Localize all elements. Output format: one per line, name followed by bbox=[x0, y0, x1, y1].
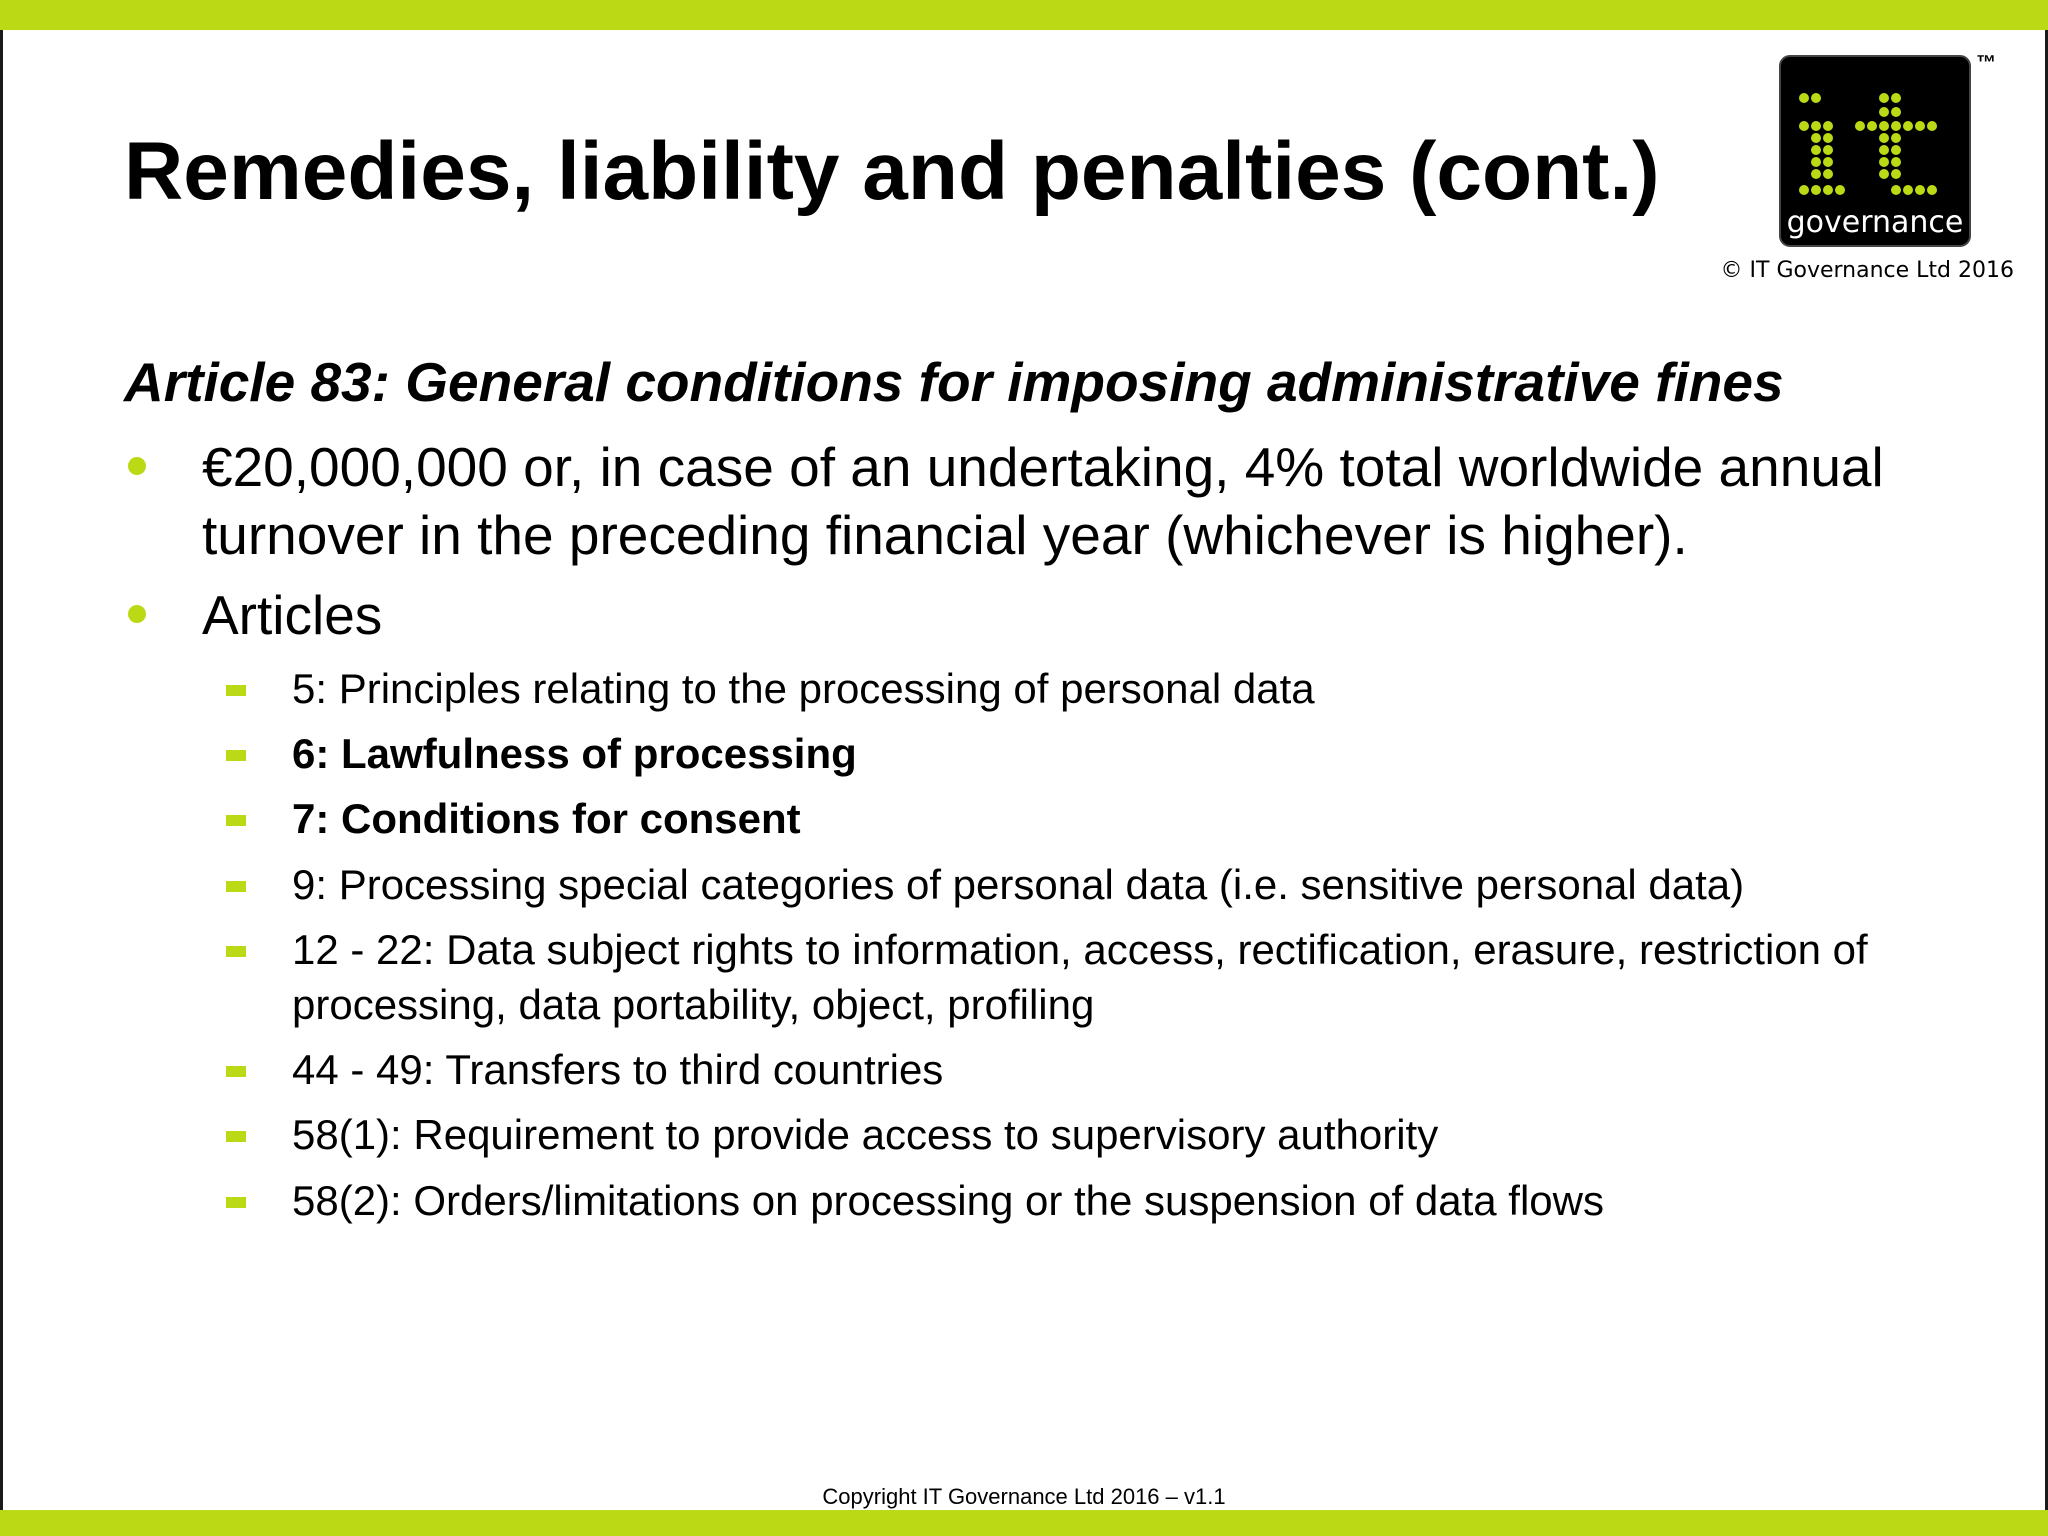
bullet-dot-icon bbox=[128, 605, 146, 623]
dash-bullet-icon bbox=[226, 1197, 246, 1208]
bottom-accent-bar bbox=[0, 1510, 2048, 1536]
article-item-text: 6: Lawfulness of processing bbox=[292, 730, 857, 777]
article-item-text: 58(2): Orders/limitations on processing or the suspension of data flows bbox=[292, 1177, 1604, 1224]
article-item-text: 12 - 22: Data subject rights to information, access, rectification, erasure, restriction of processing, data portability, object, profiling bbox=[292, 926, 1868, 1028]
dash-bullet-icon bbox=[226, 815, 246, 826]
article-item-text: 58(1): Requirement to provide access to supervisory authority bbox=[292, 1111, 1439, 1158]
logo-wordmark: governance bbox=[1786, 205, 1964, 240]
dash-bullet-icon bbox=[226, 1131, 246, 1142]
trademark-symbol: ™ bbox=[1976, 52, 1996, 74]
footer-copyright: Copyright IT Governance Ltd 2016 – v1.1 bbox=[822, 1484, 1226, 1509]
dash-bullet-icon bbox=[226, 881, 246, 892]
it-governance-logo bbox=[1778, 54, 1972, 248]
bullet-dot-icon bbox=[128, 457, 146, 475]
article-item-text: 7: Conditions for consent bbox=[292, 795, 801, 842]
dash-bullet-icon bbox=[226, 685, 246, 696]
dash-bullet-icon bbox=[226, 946, 246, 957]
article-item-text: 9: Processing special categories of personal data (i.e. sensitive personal data) bbox=[292, 861, 1745, 908]
top-accent-bar bbox=[0, 0, 2048, 30]
article-item-text: 44 - 49: Transfers to third countries bbox=[292, 1046, 944, 1093]
bullet-text: €20,000,000 or, in case of an undertaking, 4% total worldwide annual turnover in the preceding financial year (whichever is higher). bbox=[202, 436, 1884, 566]
dash-bullet-icon bbox=[226, 1066, 246, 1077]
bullet-text: Articles bbox=[202, 584, 383, 646]
article-item-text: 5: Principles relating to the processing of personal data bbox=[292, 665, 1315, 712]
article-heading: Article 83: General conditions for imposing administrative fines bbox=[124, 351, 1784, 413]
header-copyright: © IT Governance Ltd 2016 bbox=[1720, 258, 2014, 283]
dash-bullet-icon bbox=[226, 750, 246, 761]
slide-title: Remedies, liability and penalties (cont.) bbox=[124, 126, 1660, 217]
